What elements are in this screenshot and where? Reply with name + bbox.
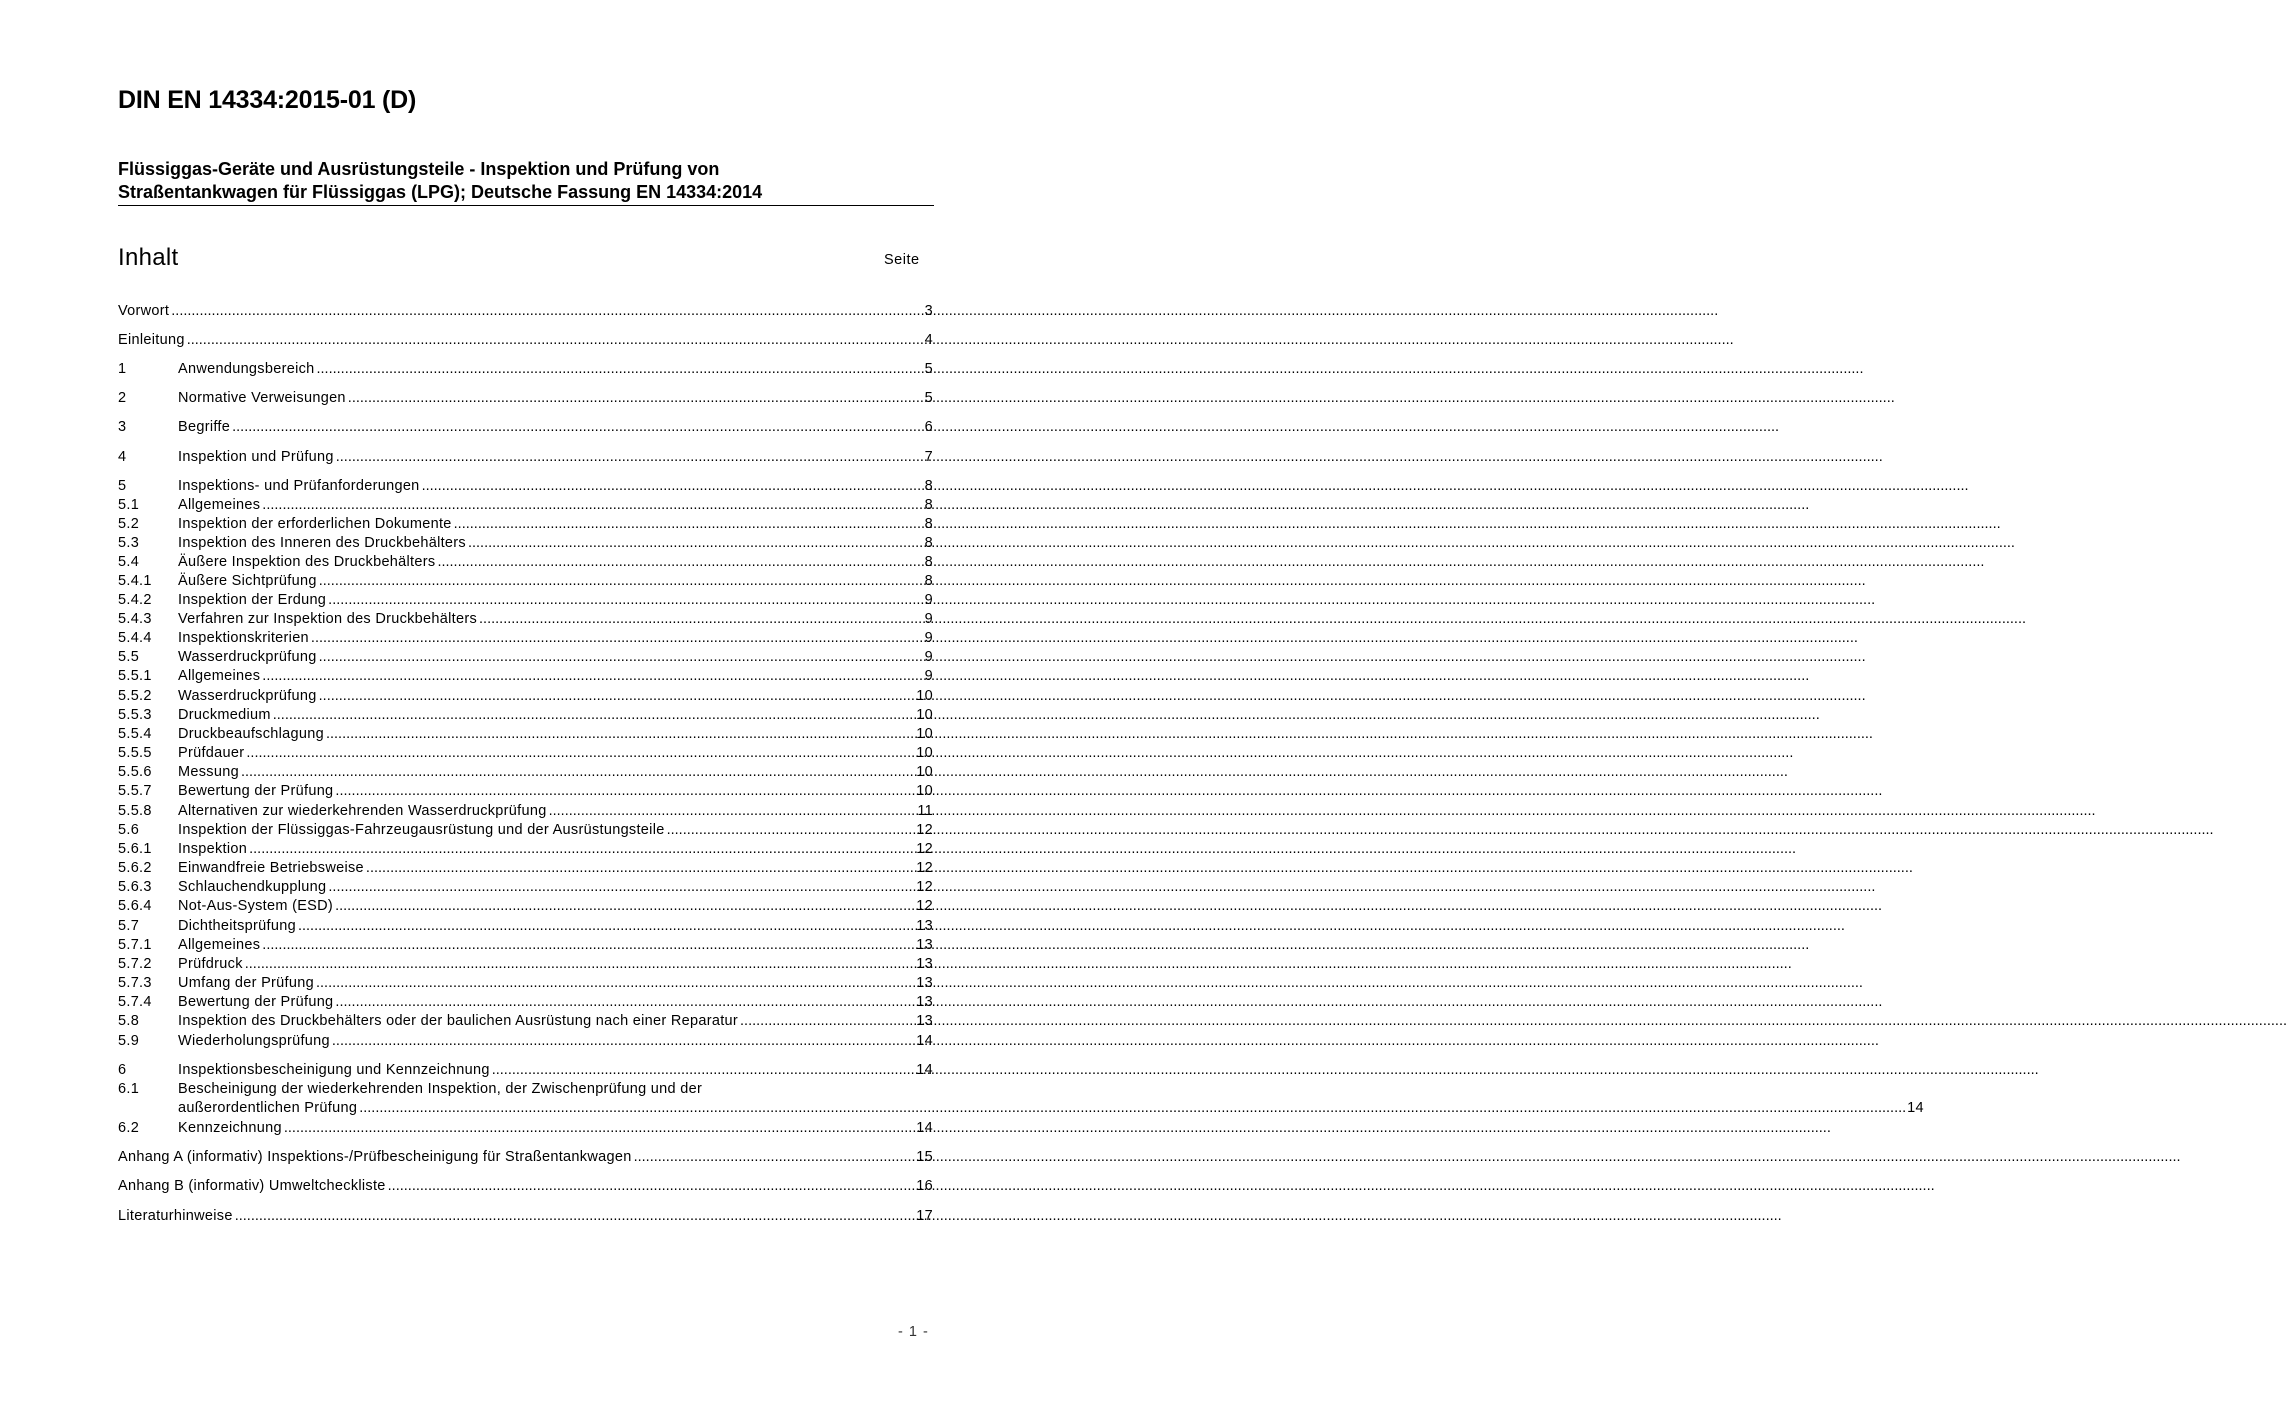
toc-entry[interactable]: 5.4.4 Inspektionskriterien ..... 9 <box>118 629 933 648</box>
toc-entry[interactable]: 2 Normative Verweisungen ..... 5 <box>118 389 933 408</box>
toc-entry[interactable]: 5.7.3 Umfang der Prüfung ..... 13 <box>118 974 933 993</box>
toc-heading: Inhalt <box>118 244 179 271</box>
toc-entry[interactable]: 5.1 Allgemeines ..... 8 <box>118 496 933 515</box>
toc-entry[interactable]: 6 Inspektionsbescheinigung und Kennzeichnung ..... 14 <box>118 1061 933 1080</box>
toc-entry[interactable]: 6.2 Kennzeichnung ..... 14 <box>118 1119 933 1138</box>
document-title-line-2: Straßentankwagen für Flüssiggas (LPG); Deutsche Fassung EN 14334:2014 <box>118 182 763 202</box>
toc-entry[interactable]: 5.6.4 Not-Aus-System (ESD) ..... 12 <box>118 897 933 916</box>
toc-entry[interactable]: 5.7.1 Allgemeines ..... 13 <box>118 936 933 955</box>
toc-entry[interactable]: 3 Begriffe ..... 6 <box>118 418 933 437</box>
page-number: - 1 - <box>898 1324 929 1340</box>
toc-entry[interactable]: 5.5.8 Alternativen zur wiederkehrenden Wasserdruckprüfung ..... 11 <box>118 802 933 821</box>
toc-entry[interactable]: 5.4.1 Äußere Sichtprüfung ..... 8 <box>118 572 933 591</box>
toc-entry[interactable]: 5.5.7 Bewertung der Prüfung ..... 10 <box>118 782 933 801</box>
toc-entry[interactable]: Anhang A (informativ) Inspektions-/Prüfbescheinigung für Straßentankwagen ..... 15 <box>118 1148 933 1167</box>
toc-entry[interactable]: 5.6 Inspektion der Flüssiggas-Fahrzeugausrüstung und der Ausrüstungsteile ..... 12 <box>118 821 933 840</box>
toc-entry[interactable]: 5.4.2 Inspektion der Erdung ..... 9 <box>118 591 933 610</box>
document-title <box>118 158 934 206</box>
toc-entry[interactable]: Einleitung ..... 4 <box>118 331 933 350</box>
toc-entry[interactable]: 5.4.3 Verfahren zur Inspektion des Druckbehälters ..... 9 <box>118 610 933 629</box>
toc-entry[interactable]: 5.5 Wasserdruckprüfung ..... 9 <box>118 648 933 667</box>
toc-entry[interactable]: 5.2 Inspektion der erforderlichen Dokumente ..... 8 <box>118 515 933 534</box>
toc-entry[interactable]: 5.8 Inspektion des Druckbehälters oder der baulichen Ausrüstung nach einer Reparatur ..... 13 <box>118 1012 933 1031</box>
toc-entry[interactable]: 5.5.4 Druckbeaufschlagung ..... 10 <box>118 725 933 744</box>
toc-entry[interactable]: 6.1 Bescheinigung der wiederkehrenden Inspektion, der Zwischenprüfung und der außerordentlichen Prüfung ..... 14 <box>118 1080 933 1118</box>
toc-entry[interactable]: 5.5.3 Druckmedium ..... 10 <box>118 706 933 725</box>
toc-entry[interactable]: 5.6.3 Schlauchendkupplung ..... 12 <box>118 878 933 897</box>
toc-entry[interactable]: 5.3 Inspektion des Inneren des Druckbehälters ..... 8 <box>118 534 933 553</box>
toc-entry[interactable]: 5.6.1 Inspektion ..... 12 <box>118 840 933 859</box>
toc-entry[interactable]: 5.9 Wiederholungsprüfung ..... 14 <box>118 1032 933 1051</box>
toc-page-column-label: Seite <box>884 252 920 268</box>
toc-entry[interactable]: 5.5.6 Messung ..... 10 <box>118 763 933 782</box>
toc-entry[interactable]: 5.7 Dichtheitsprüfung ..... 13 <box>118 917 933 936</box>
toc-entry[interactable]: 1 Anwendungsbereich ..... 5 <box>118 360 933 379</box>
toc-entry[interactable]: Vorwort ..... 3 <box>118 302 933 321</box>
toc-entry[interactable]: 5.6.2 Einwandfreie Betriebsweise ..... 12 <box>118 859 933 878</box>
toc-entry[interactable]: 5.7.2 Prüfdruck ..... 13 <box>118 955 933 974</box>
document-id: DIN EN 14334:2015-01 (D) <box>118 86 417 114</box>
toc-entry[interactable]: 5.4 Äußere Inspektion des Druckbehälters ..... 8 <box>118 553 933 572</box>
toc-entry[interactable]: 5.5.2 Wasserdruckprüfung ..... 10 <box>118 687 933 706</box>
toc-entry[interactable]: 4 Inspektion und Prüfung ..... 7 <box>118 448 933 467</box>
toc-entry[interactable]: 5 Inspektions- und Prüfanforderungen ..... 8 <box>118 477 933 496</box>
document-title-line-1: Flüssiggas-Geräte und Ausrüstungsteile - Inspektion und Prüfung von <box>118 159 720 179</box>
toc-entry[interactable]: 5.5.1 Allgemeines ..... 9 <box>118 667 933 686</box>
toc-entry[interactable]: 5.7.4 Bewertung der Prüfung ..... 13 <box>118 993 933 1012</box>
toc-entry[interactable]: 5.5.5 Prüfdauer ..... 10 <box>118 744 933 763</box>
toc-entry[interactable]: Literaturhinweise ..... 17 <box>118 1207 933 1226</box>
toc-entry[interactable]: Anhang B (informativ) Umweltcheckliste ..... 16 <box>118 1177 933 1196</box>
